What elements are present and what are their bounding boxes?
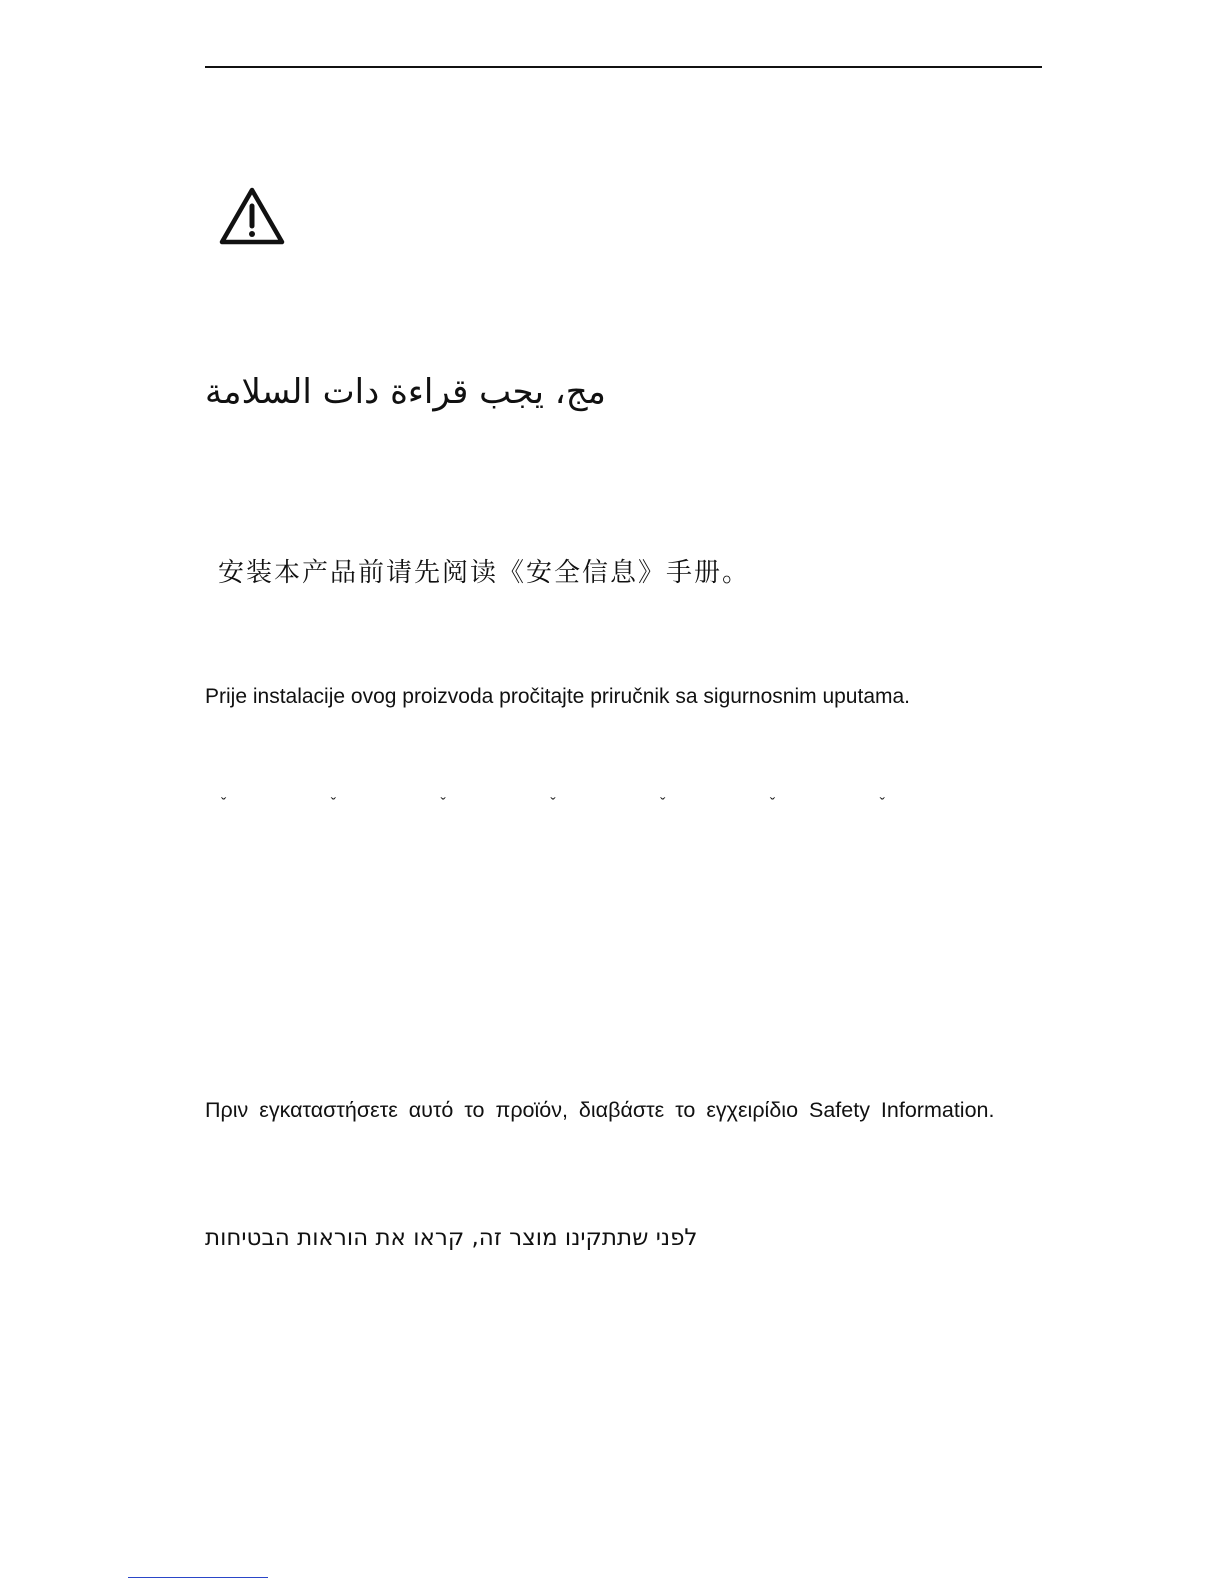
footer-link-underline[interactable] [128,1577,268,1578]
arabic-safety-statement: مج، يجب قراءة دات السلامة [205,372,606,412]
hebrew-safety-statement: לפני שתתקינו מוצר זה, קראו את הוראות הבטיחות [205,1225,698,1251]
chinese-safety-statement: 安装本产品前请先阅读《安全信息》手册。 [218,558,751,588]
top-rule [205,66,1042,68]
greek-safety-statement: Πριν εγκαταστήσετε αυτό το προϊόν, διαβάστε το εγχειρίδιο Safety Information. [205,1098,995,1122]
czech-statement-remnant [205,796,1035,818]
czech-caron-marks: ˇ ˇ ˇ ˇ ˇ ˇ ˇ [221,796,935,813]
croatian-safety-statement: Prije instalacije ovog proizvoda pročitajte priručnik sa sigurnosnim uputama. [205,685,911,708]
warning-triangle-icon [218,186,286,246]
